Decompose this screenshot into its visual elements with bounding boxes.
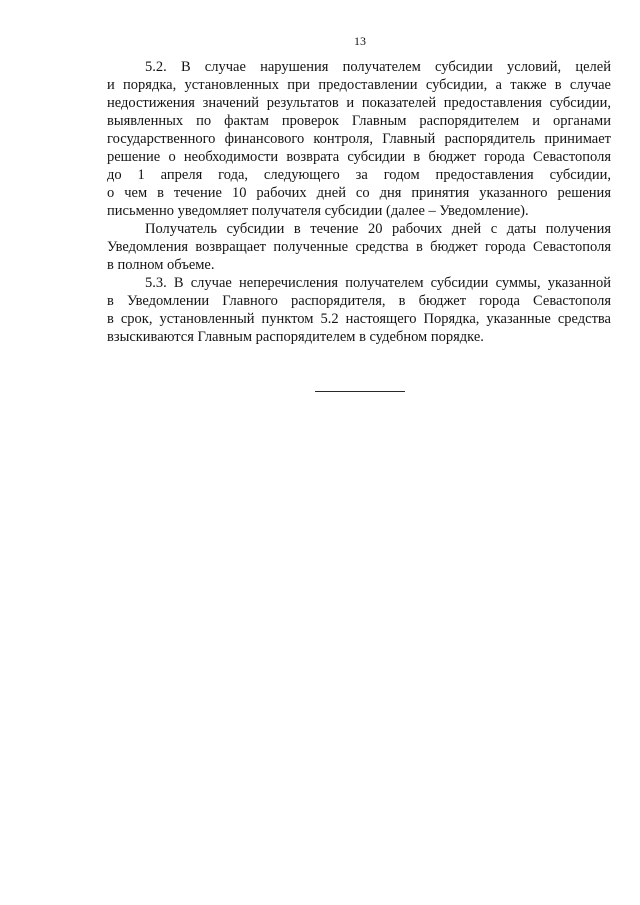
end-of-text-rule: [315, 391, 405, 392]
paragraph-line: до 1 апреля года, следующего за годом предоставления субсидии,: [107, 167, 611, 183]
paragraph-line: Получатель субсидии в течение 20 рабочих дней с даты получения: [145, 221, 611, 237]
paragraph-line: выявленных по фактам проверок Главным распорядителем и органами: [107, 113, 611, 129]
paragraph-line: и порядка, установленных при предоставлении субсидии, а также в случае: [107, 77, 611, 93]
paragraph-line: Уведомления возвращает полученные средства в бюджет города Севастополя: [107, 239, 611, 255]
paragraph-line: 5.3. В случае неперечисления получателем субсидии суммы, указанной: [145, 275, 611, 291]
paragraph-return-funds: [107, 220, 611, 274]
paragraph-line: взыскиваются Главным распорядителем в судебном порядке.: [107, 329, 484, 345]
paragraph-line: в полном объеме.: [107, 257, 215, 273]
paragraph-line: в Уведомлении Главного распорядителя, в бюджет города Севастополя: [107, 293, 611, 309]
paragraph-5-3: [107, 274, 611, 346]
paragraph-line: письменно уведомляет получателя субсидии (далее – Уведомление).: [107, 203, 529, 219]
paragraph-line: решение о необходимости возврата субсидии в бюджет города Севастополя: [107, 149, 611, 165]
paragraph-line: 5.2. В случае нарушения получателем субсидии условий, целей: [145, 59, 611, 75]
paragraph-line: государственного финансового контроля, Главный распорядитель принимает: [107, 131, 611, 147]
paragraph-5-2: [107, 58, 611, 220]
paragraph-line: недостижения значений результатов и показателей предоставления субсидии,: [107, 95, 611, 111]
paragraph-line: в срок, установленный пунктом 5.2 настоящего Порядка, указанные средства: [107, 311, 611, 327]
paragraph-line: о чем в течение 10 рабочих дней со дня принятия указанного решения: [107, 185, 611, 201]
page-number: 13: [354, 34, 366, 48]
document-body: [107, 58, 611, 346]
